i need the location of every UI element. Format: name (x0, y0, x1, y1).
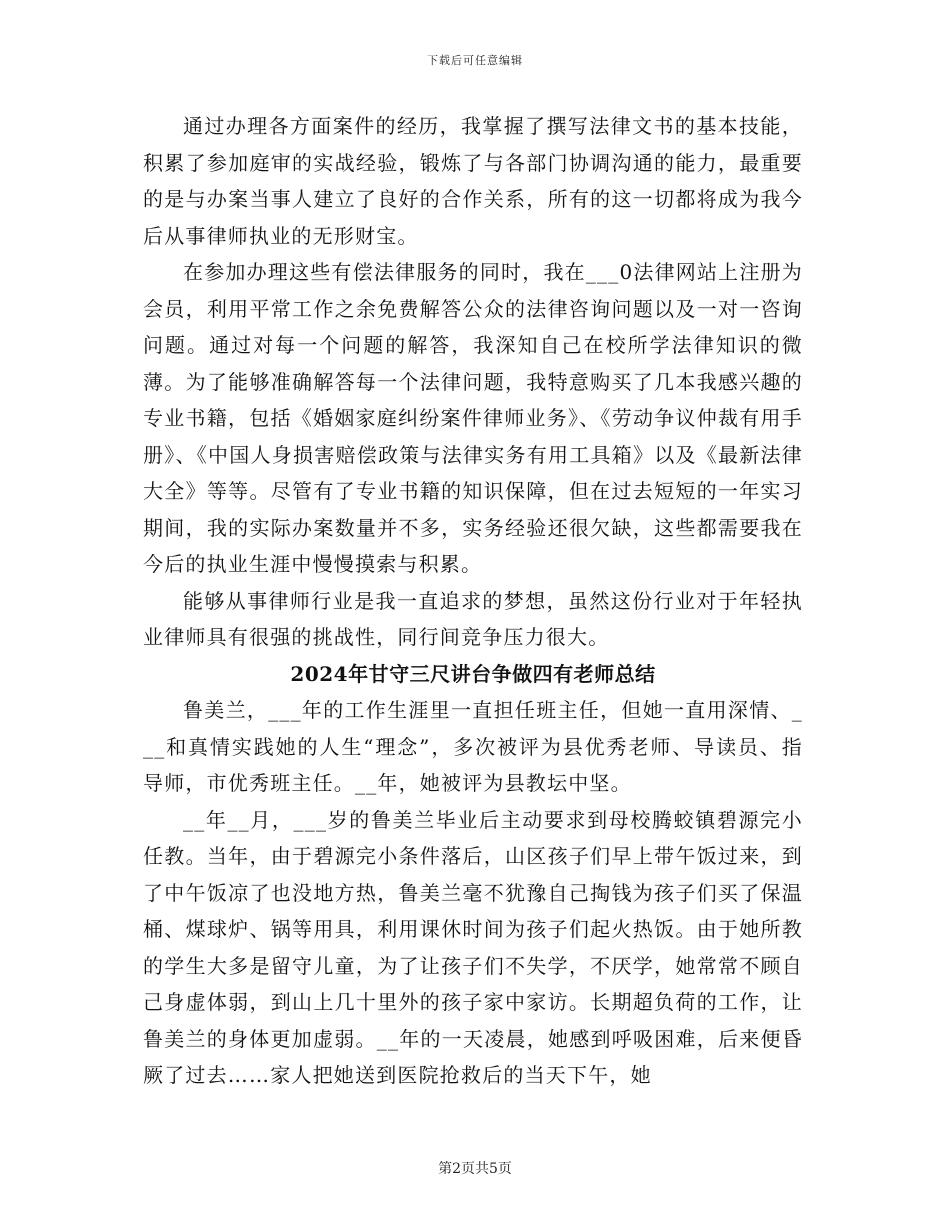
paragraph-lawyer-dream: 能够从事律师行业是我一直追求的梦想，虽然这份行业对于年轻执业律师具有很强的挑战性，同行间竞争压力很大。 (143, 588, 803, 649)
document-body (143, 108, 803, 1094)
section-title: 2024年甘守三尺讲台争做四有老师总结 (290, 661, 656, 686)
page-header: 下载后可任意编辑 (427, 54, 523, 67)
paragraph-teacher-story: __年__月，___岁的鲁美兰毕业后主动要求到母校腾蛟镇碧源完小任教。当年，由于碧源完小条件落后，山区孩子们早上带午饭过来，到了中午饭凉了也没地方热，鲁美兰毫不犹豫自己掏钱为孩子们买了保温桶、煤球炉、锅等用具，利用课休时间为孩子们起火热饭。由于她所教的学生大多是留守儿童，为了让孩子们不失学，不厌学，她常常不顾自己身虚体弱，到山上几十里外的孩子家中家访。长期超负荷的工作，让鲁美兰的身体更加虚弱。__年的一天凌晨，她感到呼吸困难，后来便昏厥了过去……家人把她送到医院抢救后的当天下午，她 (143, 807, 803, 1087)
paragraph-teacher-intro: 鲁美兰，___年的工作生涯里一直担任班主任，但她一直用深情、___和真情实践她的人生“理念”，多次被评为县优秀老师、导读员、指导师，市优秀班主任。__年，她被评为县教坛中坚。 (143, 698, 803, 795)
page-footer: 第2页共5页 (438, 1161, 512, 1177)
paragraph-legal-consulting: 在参加办理这些有偿法律服务的同时，我在___0法律网站上注册为会员，利用平常工作之余免费解答公众的法律咨询问题以及一对一咨询问题。通过对每一个问题的解答，我深知自己在校所学法律知识的微薄。为了能够准确解答每一个法律问题，我特意购买了几本我感兴趣的专业书籍，包括《婚姻家庭纠纷案件律师业务》、《劳动争议仲裁有用手册》、《中国人身损害赔偿政策与法律实务有用工具箱》以及《最新法律大全》等等。尽管有了专业书籍的知识保障，但在过去短短的一年实习期间，我的实际办案数量并不多，实务经验还很欠缺，这些都需要我在今后的执业生涯中慢慢摸索与积累。 (143, 260, 803, 576)
paragraph-case-experience: 通过办理各方面案件的经历，我掌握了撰写法律文书的基本技能，积累了参加庭审的实战经验，锻炼了与各部门协调沟通的能力，最重要的是与办案当事人建立了良好的合作关系，所有的这一切都将成为我今后从事律师执业的无形财宝。 (143, 114, 803, 248)
